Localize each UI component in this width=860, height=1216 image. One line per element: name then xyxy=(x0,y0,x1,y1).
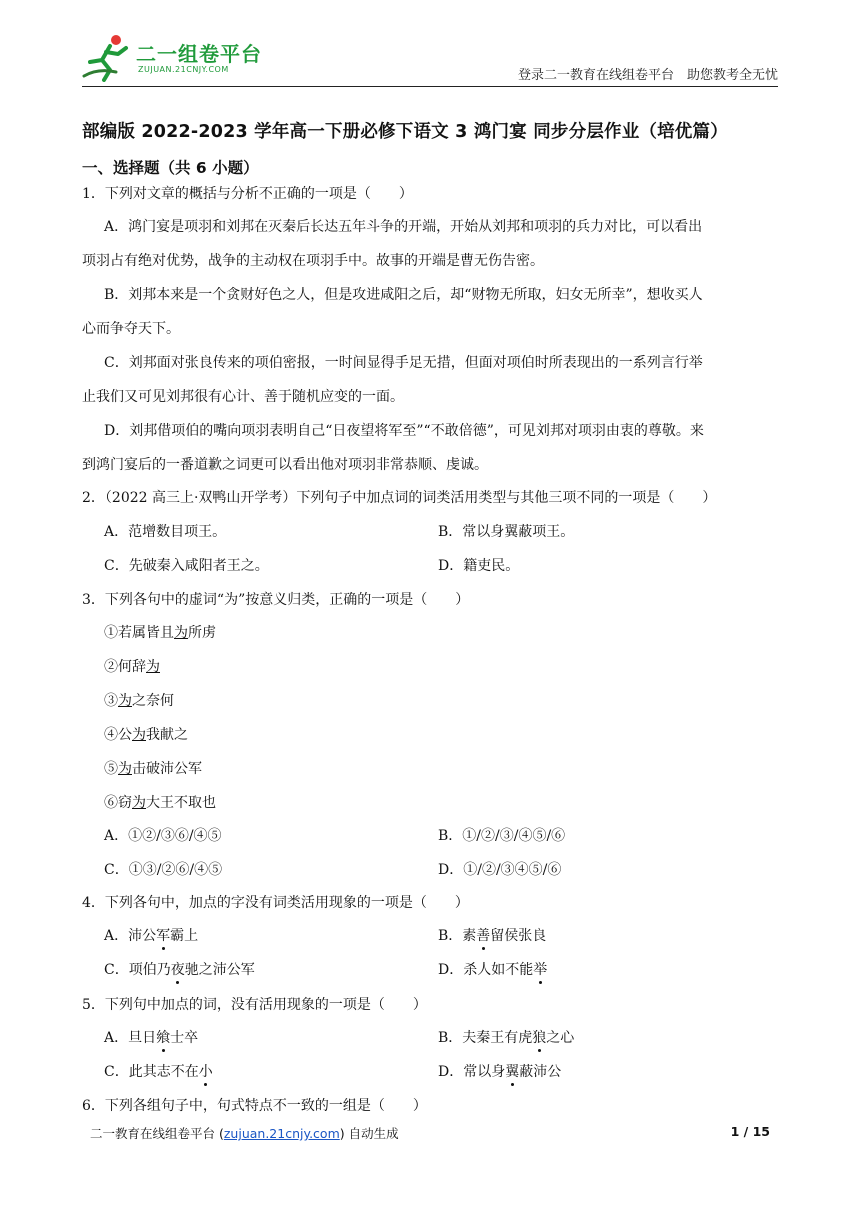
q3-item xyxy=(104,623,216,643)
page-footer xyxy=(82,1124,778,1146)
logo-text: 二一组卷平台 xyxy=(136,42,262,66)
dotted-char: 狼 xyxy=(532,1030,547,1046)
q3-item-pre: 公 xyxy=(118,727,132,743)
option-text: 素 xyxy=(462,928,477,944)
option-text: 蔽沛公 xyxy=(519,1064,562,1080)
option-text: 沛公 xyxy=(128,928,157,944)
option-label: B． xyxy=(438,928,463,944)
q6-stem: 6．下列各组句子中，句式特点不一致的一组是（ ） xyxy=(82,1098,427,1114)
option-text: 常以身 xyxy=(463,1064,506,1080)
q3-item-pre: 何辞 xyxy=(118,659,146,675)
option-text: 之心 xyxy=(546,1030,575,1046)
q2-option-d: D．籍吏民。 xyxy=(438,558,520,574)
q3-option-c: C．①③/②⑥/④⑤ xyxy=(104,862,223,878)
q4-option-c xyxy=(104,960,255,980)
option-text: 旦日 xyxy=(128,1030,157,1046)
q3-item-pre: 窃 xyxy=(118,795,132,811)
q1-option-d: D．刘邦借项伯的嘴向项羽表明自己“日夜望将军至”“不敢倍德”，可见刘邦对项羽由衷的尊敬。来 xyxy=(104,423,704,439)
q4-option-b xyxy=(438,926,546,946)
q3-item-num: ④ xyxy=(104,727,118,743)
q3-item-num: ① xyxy=(104,625,118,641)
option-text: 夫秦王有虎 xyxy=(462,1030,533,1046)
q3-item-mark: 为 xyxy=(146,659,160,675)
q3-item-post: 所虏 xyxy=(188,625,216,641)
q2-stem: 2．（2022 高三上·双鸭山开学考）下列句子中加点词的词类活用类型与其他三项不同的一项是（ ） xyxy=(82,490,717,506)
q4-stem: 4．下列各句中，加点的字没有词类活用现象的一项是（ ） xyxy=(82,895,469,911)
option-label: C． xyxy=(104,1064,129,1080)
q5-option-c xyxy=(104,1062,213,1082)
q1-option-a: A．鸿门宴是项羽和刘邦在灭秦后长达五年斗争的开端，开始从刘邦和项羽的兵力对比，可以看出 xyxy=(104,219,703,235)
option-text: 士卒 xyxy=(170,1030,199,1046)
dotted-char: 翼 xyxy=(505,1064,520,1080)
q3-item xyxy=(104,793,216,813)
q3-item-mark: 为 xyxy=(174,625,188,641)
q1-option-c: C．刘邦面对张良传来的项伯密报，一时间显得手足无措，但面对项伯时所表现出的一系列言行举 xyxy=(104,355,703,371)
q3-item xyxy=(104,725,188,745)
q3-item xyxy=(104,691,174,711)
dotted-char: 飨 xyxy=(156,1030,171,1046)
q2-option-c: C．先破秦入咸阳者王之。 xyxy=(104,558,269,574)
dotted-char: 小 xyxy=(198,1064,213,1080)
q3-item-mark: 为 xyxy=(118,761,132,777)
q3-option-d: D．①/②/③④⑤/⑥ xyxy=(438,862,562,878)
site-logo[interactable] xyxy=(82,32,272,82)
q3-item-mark: 为 xyxy=(132,727,146,743)
option-text: 项伯乃 xyxy=(128,962,171,978)
section-heading: 一、选择题（共 6 小题） xyxy=(82,159,259,177)
q3-option-a: A．①②/③⑥/④⑤ xyxy=(104,828,222,844)
runner-logo-icon xyxy=(82,32,134,82)
option-text: 霸上 xyxy=(170,928,199,944)
option-label: C． xyxy=(104,962,129,978)
q3-item-num: ③ xyxy=(104,693,118,709)
logo-subtitle: ZUJUAN.21CNJY.COM xyxy=(138,65,229,74)
footer-source xyxy=(90,1124,399,1142)
option-label: A． xyxy=(104,1030,129,1046)
q4-option-d xyxy=(438,960,547,980)
q5-stem: 5．下列句中加点的词，没有活用现象的一项是（ ） xyxy=(82,997,427,1013)
dotted-char: 夜 xyxy=(170,962,185,978)
q5-option-d xyxy=(438,1062,561,1082)
q3-item-post: 之奈何 xyxy=(132,693,174,709)
page-title: 部编版 2022-2023 学年高一下册必修下语文 3 鸿门宴 同步分层作业（培优篇） xyxy=(82,122,728,142)
q1-option-a-cont: 项羽占有绝对优势，战争的主动权在项羽手中。故事的开端是曹无伤告密。 xyxy=(82,253,544,269)
option-label: A． xyxy=(104,928,129,944)
header-slogan: 登录二一教育在线组卷平台 助您教考全无忧 xyxy=(517,68,778,83)
q1-option-b-cont: 心而争夺天下。 xyxy=(82,321,180,337)
q1-option-b: B．刘邦本来是一个贪财好色之人，但是攻进咸阳之后，却“财物无所取，妇女无所幸”，想收买人 xyxy=(104,287,703,303)
page-header xyxy=(82,30,778,87)
option-text: 留侯张良 xyxy=(490,928,547,944)
dotted-char: 善 xyxy=(476,928,491,944)
footer-suffix: ) 自动生成 xyxy=(339,1126,399,1141)
footer-link[interactable]: zujuan.21cnjy.com xyxy=(223,1126,340,1141)
q1-option-c-cont: 止我们又可见刘邦很有心计、善于随机应变的一面。 xyxy=(82,389,404,405)
q3-item-pre: 若属皆且 xyxy=(118,625,174,641)
q3-item-post: 击破沛公军 xyxy=(132,761,202,777)
option-label: D． xyxy=(438,1064,464,1080)
footer-prefix: 二一教育在线组卷平台 ( xyxy=(90,1126,224,1141)
option-label: D． xyxy=(438,962,464,978)
q5-option-b xyxy=(438,1028,574,1048)
page-number: 1 / 15 xyxy=(730,1124,770,1139)
q2-option-b: B．常以身翼蔽项王。 xyxy=(438,524,575,540)
q3-item-num: ② xyxy=(104,659,118,675)
q3-item-mark: 为 xyxy=(132,795,146,811)
q1-option-d-cont: 到鸿门宴后的一番道歉之词更可以看出他对项羽非常恭顺、虔诚。 xyxy=(82,457,488,473)
q5-option-a xyxy=(104,1028,198,1048)
q3-item-mark: 为 xyxy=(118,693,132,709)
q3-item-num: ⑤ xyxy=(104,761,118,777)
q4-option-a xyxy=(104,926,198,946)
option-text: 驰之沛公军 xyxy=(184,962,255,978)
option-text: 杀人如不能 xyxy=(463,962,534,978)
q3-item xyxy=(104,759,202,779)
option-label: B． xyxy=(438,1030,463,1046)
q2-option-a: A．范增数目项王。 xyxy=(104,524,227,540)
q3-option-b: B．①/②/③/④⑤/⑥ xyxy=(438,828,566,844)
q1-stem: 1．下列对文章的概括与分析不正确的一项是（ ） xyxy=(82,186,413,202)
q3-item-num: ⑥ xyxy=(104,795,118,811)
dotted-char: 举 xyxy=(533,962,548,978)
q3-item-post: 大王不取也 xyxy=(146,795,216,811)
option-text: 此其志不在 xyxy=(128,1064,199,1080)
dotted-char: 军 xyxy=(156,928,171,944)
q3-item-post: 我献之 xyxy=(146,727,188,743)
q3-stem: 3．下列各句中的虚词“为”按意义归类，正确的一项是（ ） xyxy=(82,592,470,608)
q3-item xyxy=(104,657,160,677)
